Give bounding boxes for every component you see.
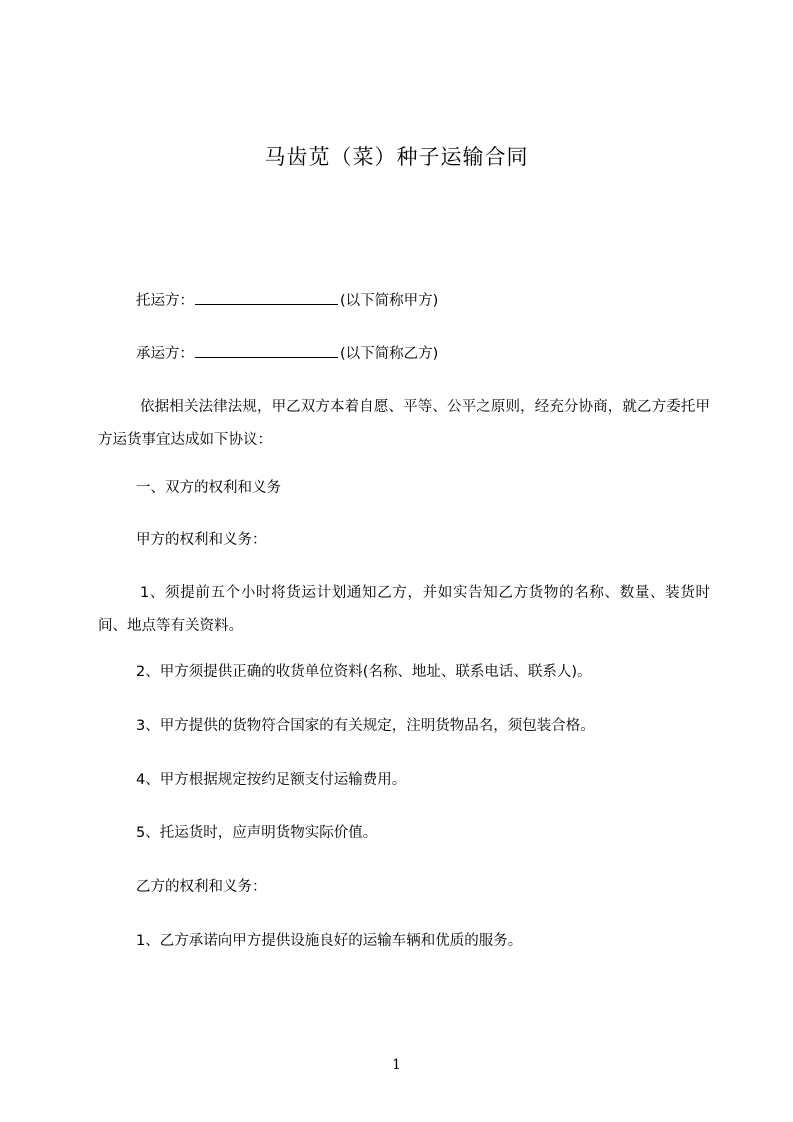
party-b-item-1: 1、乙方承诺向甲方提供设施良好的运输车辆和优质的服务。	[136, 933, 523, 949]
carrier-name-blank[interactable]	[195, 343, 338, 358]
page-number: 1	[392, 1057, 401, 1073]
party-a-item-3: 3、甲方提供的货物符合国家的有关规定，注明货物品名，须包装合格。	[136, 718, 595, 734]
party-b-heading: 乙方的权利和义务：	[136, 879, 267, 895]
carrier-label: 承运方：	[136, 346, 194, 362]
party-a-item-4: 4、甲方根据规定按约足额支付运输费用。	[136, 772, 407, 788]
shipper-name-blank[interactable]	[195, 290, 338, 305]
section-1-heading: 一、双方的权利和义务	[136, 480, 281, 496]
document-title: 马齿苋（菜）种子运输合同	[264, 145, 529, 169]
preamble-paragraph: 依据相关法律法规，甲乙双方本着自愿、平等、公平之原则，经充分协商，就乙方委托甲方运货事宜达成如下协议：	[98, 399, 710, 448]
party-a-item-2: 2、甲方须提供正确的收货单位资料(名称、地址、联系电话、联系人)。	[136, 664, 592, 680]
party-a-item-5: 5、托运货时，应声明货物实际价值。	[136, 825, 378, 841]
shipper-line	[136, 290, 438, 311]
shipper-label: 托运方：	[136, 293, 194, 309]
carrier-suffix: (以下简称乙方)	[340, 346, 439, 362]
party-a-heading: 甲方的权利和义务：	[136, 532, 267, 548]
party-a-item-1: 1、须提前五个小时将货运计划通知乙方，并如实告知乙方货物的名称、数量、装货时间、地点等有关资料。	[98, 585, 710, 634]
shipper-suffix: (以下简称甲方)	[340, 293, 439, 309]
carrier-line	[136, 343, 438, 364]
